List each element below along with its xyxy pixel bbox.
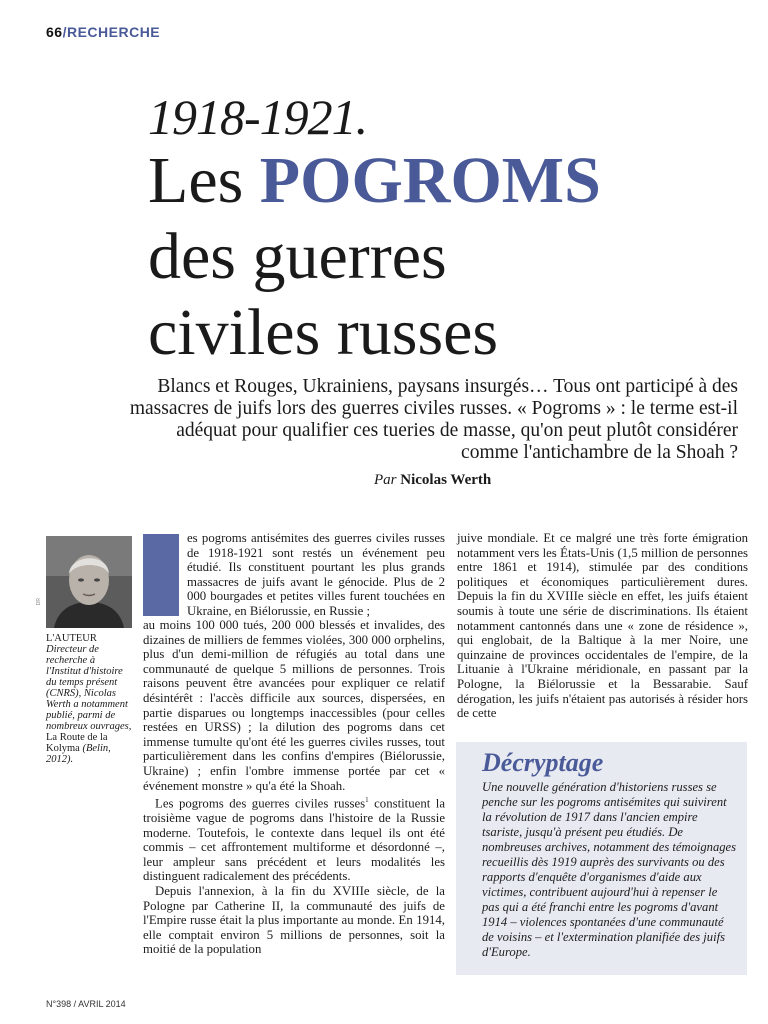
byline xyxy=(374,472,491,489)
drop-cap-l xyxy=(143,534,179,616)
author-book: La Route de la Kolyma xyxy=(46,732,108,754)
body-paragraph-1-start: es pogroms antisémites des guerres civiles russes de 1918-1921 sont restés un événement peu étudié. Ils constituent pourtant les plus grands massacres de juifs avant le génocide. Plus de 2 000 bourgades et petites villes furent touchées en Ukraine, en Biélorussie, en Russie ; xyxy=(187,531,445,618)
author-portrait-image xyxy=(46,536,132,628)
title-line-3: des guerres xyxy=(148,220,447,293)
author-book-details: (Belin, 2012). xyxy=(46,743,111,765)
photo-credit: DR xyxy=(36,598,42,606)
author-label: L'AUTEUR xyxy=(46,633,97,644)
body-column-1-top xyxy=(187,531,445,619)
body-paragraph-2-a: Les pogroms des guerres civiles russes xyxy=(155,796,366,811)
title-accent: POGROMS xyxy=(259,144,601,217)
author-description: Directeur de recherche à l'Institut d'histoire du temps présent (CNRS), Nicolas Werth a notamment publié, parmi de nombreux ouvrages, xyxy=(46,644,132,732)
section-separator: / xyxy=(62,24,67,40)
footnote-ref: 1 xyxy=(365,796,369,805)
body-paragraph-2-b: constituent la troisième vague de pogroms dans l'histoire de la Russie moderne. Toutefois, le contexte dans lequel ils ont été commis – cet affrontement multiforme et désordonné –, leur ampleur sans précédent et leurs modalités les distinguent radicalement des précédents. xyxy=(143,796,445,884)
title-line-4: civiles russes xyxy=(148,296,499,369)
title-dates: 1918-1921. xyxy=(148,89,368,145)
body-column-1 xyxy=(143,618,445,957)
sidebar-title: Décryptage xyxy=(482,748,604,777)
running-head xyxy=(46,24,160,40)
article-title xyxy=(148,89,708,369)
body-column-2 xyxy=(457,531,748,721)
decryptage-sidebar xyxy=(456,742,747,975)
body-paragraph-2 xyxy=(143,793,445,884)
body-paragraph-4: juive mondiale. Et ce malgré une très forte émigration notamment vers les États-Unis (1,5 million de personnes entre 1861 et 1914), stimulée par des conditions politiques et économiques particulièrement dures. Depuis la fin du XVIIIe siècle en effet, les juifs étaient soumis à toute une série de discriminations. Ils étaient notamment cantonnés dans une « zone de résidence », qui englobait, de la Baltique à la mer Noire, une quinzaine de provinces occidentales de l'empire, de la Lituanie à l'Ukraine méridionale, en passant par la Pologne, la Biélorussie et la Bessarabie. Sauf dérogation, les juifs n'étaient pas autorisés à résider hors de cette xyxy=(457,531,748,721)
author-box xyxy=(46,633,132,765)
article-lede: Blancs et Rouges, Ukrainiens, paysans insurgés… Tous ont participé à des massacres de juifs lors des guerres civiles russes. « Pogroms » : le terme est-il adéquat pour qualifier ces tueries de masse, qu'on peut plutôt considérer comme l'antichambre de la Shoah ? xyxy=(129,376,738,463)
page-number: 66 xyxy=(46,24,63,40)
byline-author: Nicolas Werth xyxy=(400,472,492,488)
issue-footer: N°398 / AVRIL 2014 xyxy=(46,999,126,1009)
title-les: Les xyxy=(148,144,244,217)
body-paragraph-1-cont: au moins 100 000 tués, 200 000 blessés et invalides, des dizaines de milliers de femmes violées, 300 000 orphelins, plus d'un demi-million de réfugiés au total dans une communauté de quelque 5 millions de personnes. Trois raisons peuvent être avancées pour expliquer ce relatif désintérêt : l'accès difficile aux sources, dispersées, en partie disparues ou longtemps inaccessibles (pour celles restées en URSS) ; la dilution des pogroms dans cet immense tumulte qu'ont été les guerres civiles russes, tout particulièrement dans les confins d'empires (Biélorussie, Ukraine) ; enfin l'ombre immense portée par cet « événement monstre » qu'a été la Shoah. xyxy=(143,618,445,793)
body-paragraph-3: Depuis l'annexion, à la fin du XVIIIe siècle, de la Pologne par Catherine II, la communauté des juifs de l'Empire russe était la plus importante au monde. En 1914, elle comptait environ 5 millions de personnes, soit la moitié de la population xyxy=(143,883,445,957)
byline-par: Par xyxy=(374,472,397,488)
sidebar-text: Une nouvelle génération d'historiens russes se penche sur les pogroms antisémites qui suivirent la révolution de 1917 dans l'ancien empire tsariste, jusqu'à présent peu étudiés. De nombreuses archives, notamment des témoignages recueillis dès 1919 auprès des survivants ou des rapports d'enquête d'organismes d'aide aux victimes, contribuent aujourd'hui à repenser le pas qui a été franchi entre les pogroms d'avant 1914 – violences spontanées d'une communauté de voisins – et l'extermination planifiée des juifs d'Europe. xyxy=(482,780,737,959)
author-photo xyxy=(46,536,132,628)
section-name: RECHERCHE xyxy=(66,24,161,40)
